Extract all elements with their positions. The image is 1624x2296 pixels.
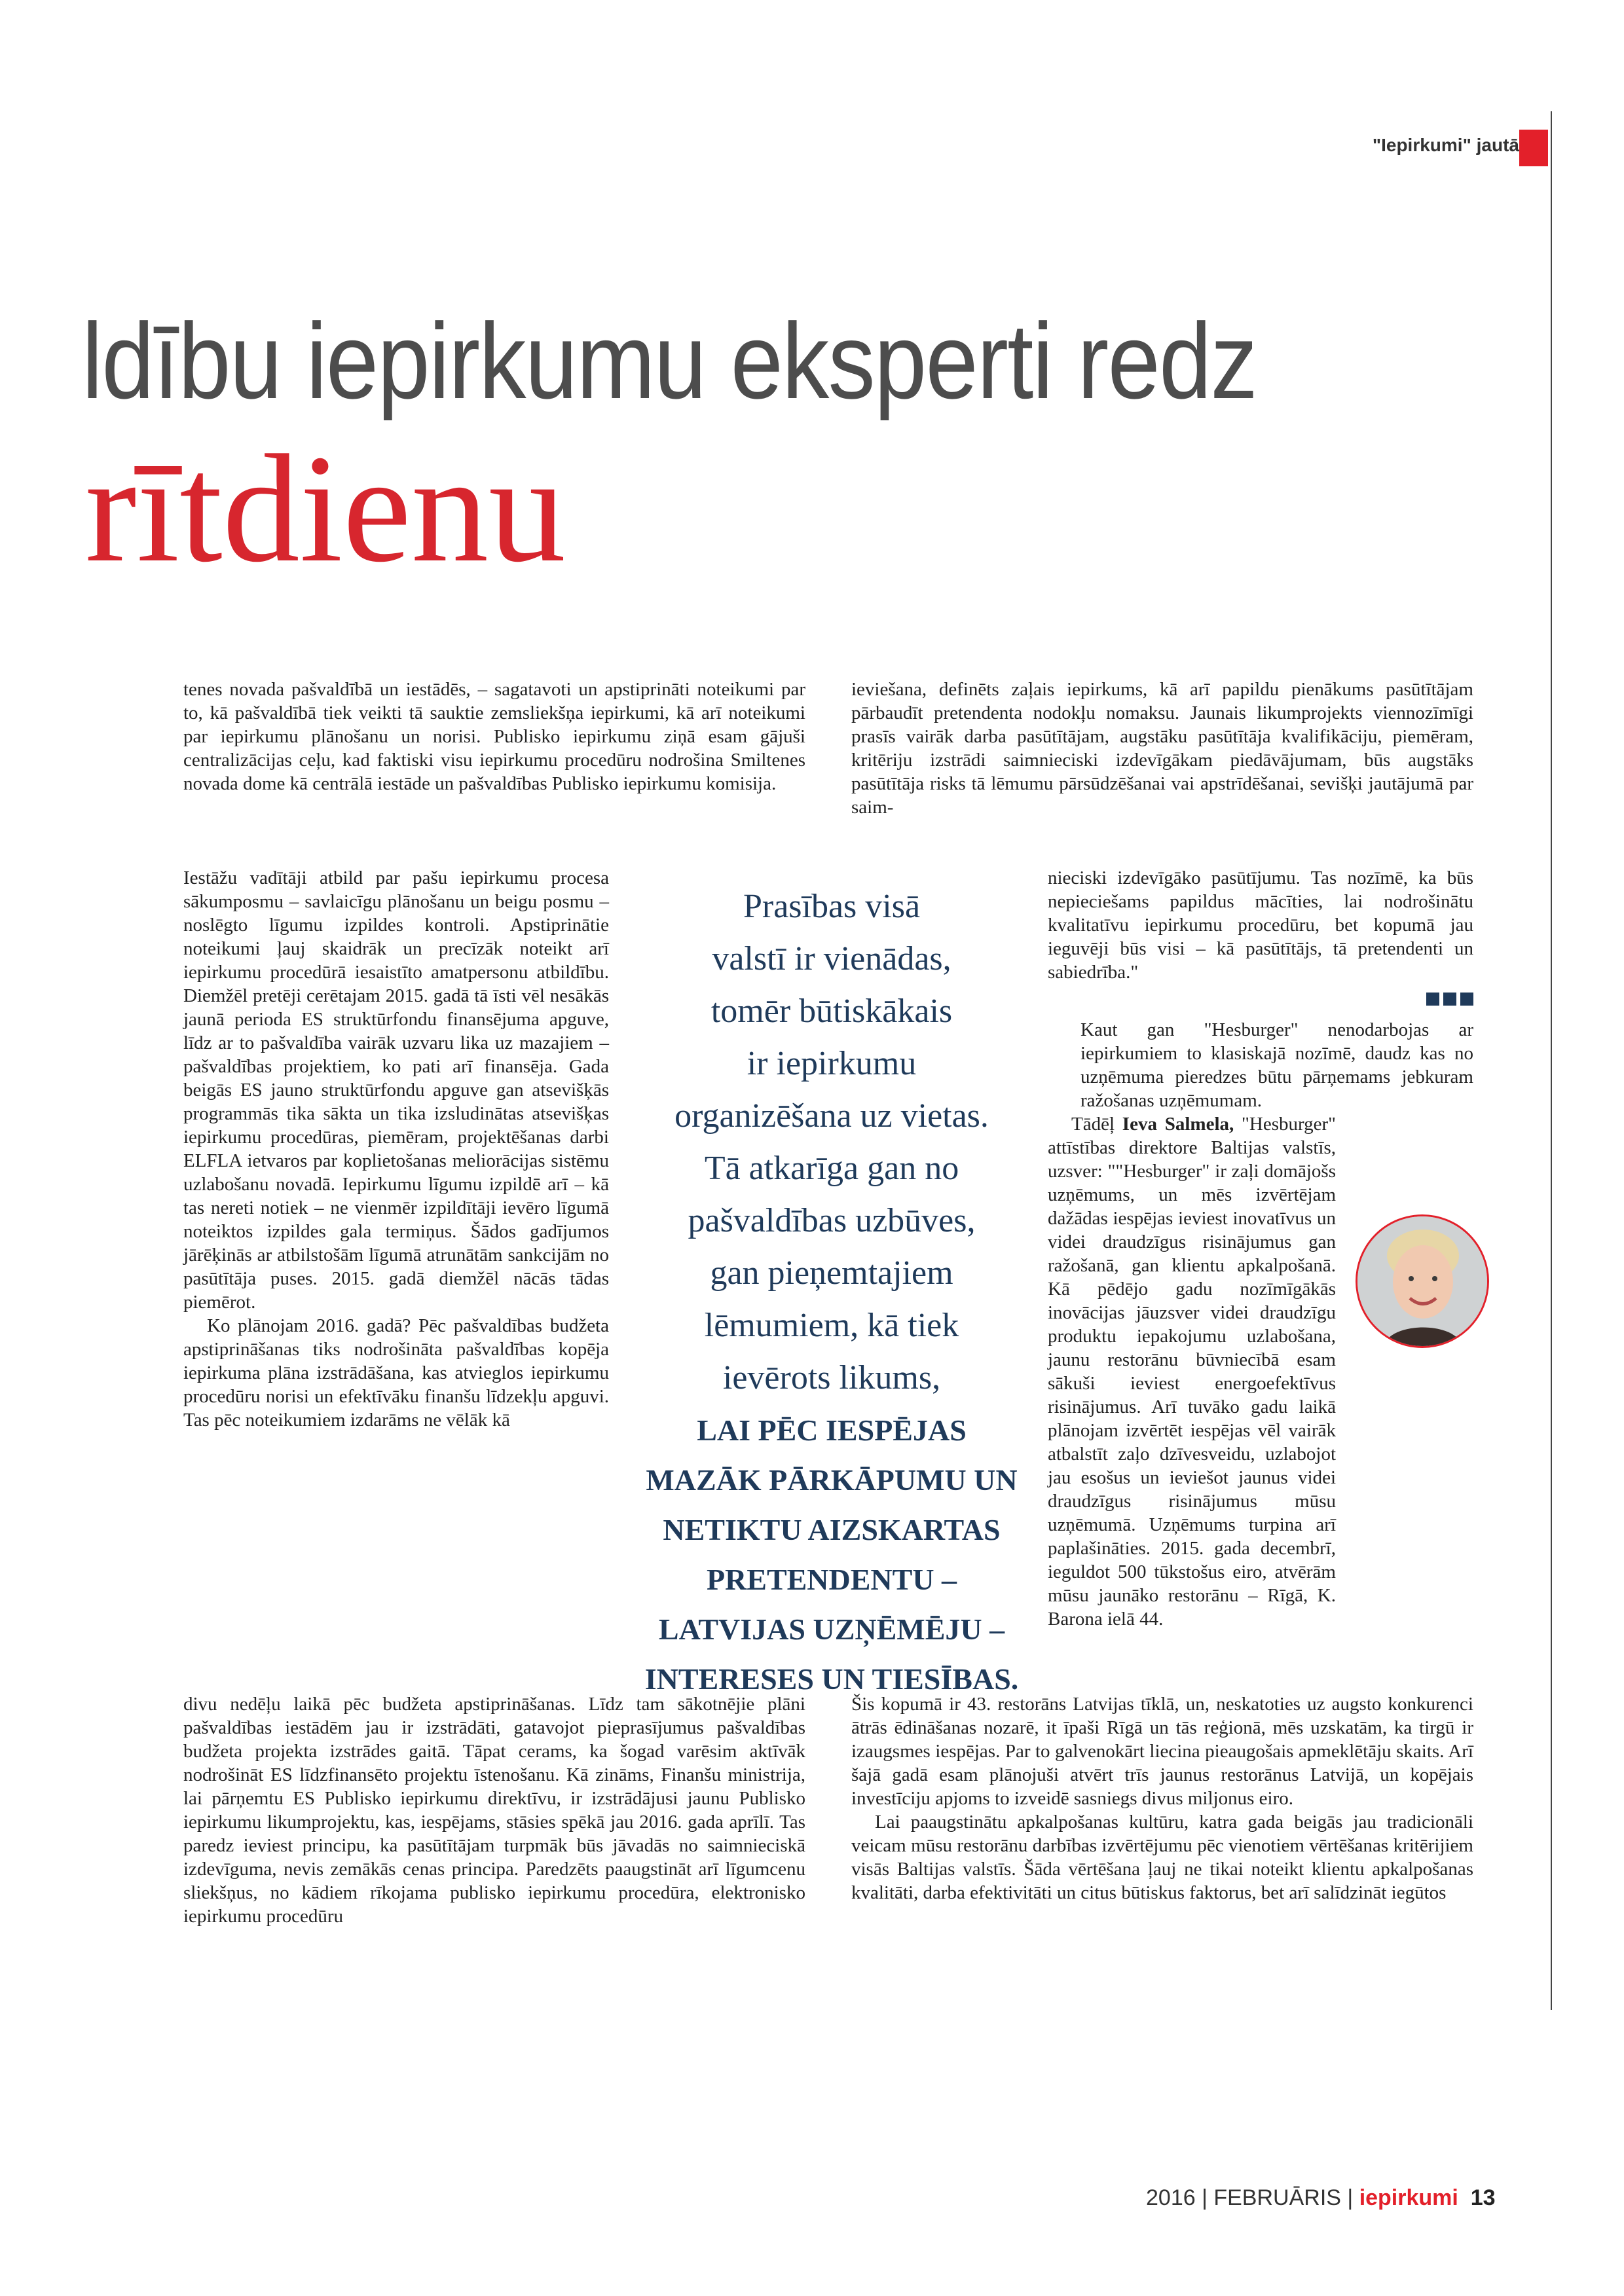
pull-quote-line: ir iepirkumu: [747, 1045, 917, 1082]
pull-quote-emphasis-line: MAZĀK PĀRKĀPUMU UN: [646, 1463, 1018, 1497]
pull-quote-line: valstī ir vienādas,: [712, 940, 951, 977]
page-number: 13: [1470, 2185, 1496, 2210]
page-footer: [1146, 2185, 1496, 2211]
section-label: "Iepirkumi" jautā: [1372, 135, 1519, 155]
paragraph: Lai paaugstinātu apkalpošanas kultūru, katra gada beigās jau tradicionāli veicam mūsu restorānu darbības izvērtējumu pēc vienotiem vērtēšanas kritērijiem visās Baltijas valstīs. Šāda vērtēšana ļauj ne tikai noteikt klientu apkalpošanas kvalitāti, darba efektivitāti un citus būtiskus faktorus, bet arī salīdzināt iegūtos: [851, 1812, 1473, 1903]
end-mark-square: [1426, 993, 1439, 1006]
pull-quote-line: ievērots likums,: [722, 1359, 941, 1396]
pull-quote-emphasis-line: INTERESES UN TIESĪBAS.: [644, 1662, 1019, 1696]
end-mark: [1048, 988, 1473, 1011]
headline-line-1: ldību iepirkumu eksperti redz: [82, 301, 1257, 421]
pull-quote-line: Tā atkarīga gan no: [704, 1150, 959, 1187]
margin-rule: [1551, 111, 1552, 2010]
end-mark-square: [1443, 993, 1456, 1006]
pull-quote-emphasis-line: LATVIJAS UZŅĒMĒJU –: [658, 1613, 1005, 1646]
pull-quote-line: gan pieņemtajiem: [710, 1254, 953, 1292]
interviewee-name: Ieva Salmela,: [1122, 1114, 1234, 1135]
paragraph: Kaut gan "Hesburger" nenodarbojas ar iepirkumiem to klasiskajā nozīmē, daudz kas no uzņēmuma pieredzes būtu pārņemams jebkuram ražošanas uzņēmumam.: [1080, 1019, 1473, 1111]
left-column-bottom: [183, 1692, 805, 1928]
paragraph: divu nedēļu laikā pēc budžeta apstiprināšanas. Līdz tam sākotnējie plāni pašvaldības iestādēm jau ir izstrādāti, gatavojot pieprasījumus pašvaldības budžeta projekta izstrādes gaitā. Tāpat cerams, ka šogad varēsim aktīvāk nodrošināt ES līdzfinansēto projektu īstenošanu. Kā zināms, Finanšu ministrija, lai pārņemtu ES Publisko iepirkumu direktīvu, ir izstrādājusi jaunu Publisko iepirkumu likumprojektu, kas, iespējams, stāsies spēkā jau 2016. gada aprīlī. Tas paredz ieviest principu, ka pasūtītājam turpmāk būs jāvadās no saimnieciskā izdevīguma, nevis zemākās cenas principa. Paredzēts paaugstināt arī līgumcenu sliekšņus, no kādiem rīkojama publisko iepirkumu procedūra, elektronisko iepirkumu procedūru: [183, 1694, 805, 1927]
pull-quote-emphasis-line: LAI PĒC IESPĒJAS: [697, 1413, 967, 1447]
right-column-bottom: [851, 1692, 1473, 1904]
portrait-illustration: [1357, 1216, 1487, 1346]
paragraph-prefix: Tādēļ: [1071, 1114, 1122, 1135]
paragraph: tenes novada pašvaldībā un iestādēs, – sagatavoti un apstiprināti noteikumi par to, kā pašvaldībā tiek veikti tā sauktie zemsliekšņa iepirkumi, kā arī noteikumi par iepirkumu plānošanu un norisi. Publisko iepirkumu ziņā esam gājuši centralizācijas ceļu, kad faktiski visu iepirkumu procedūru nodrošina Smiltenes novada dome kā centrālā iestāde un pašvaldības Publisko iepirkumu komisija.: [183, 679, 805, 794]
paragraph-text: "Hesburger" attīstības direktore Baltijas valstīs, uzsver: ""Hesburger" ir zaļi domājošs uzņēmums, un mēs izvērtējam dažādas iespējas ieviest inovatīvus un videi draudzīgus risinājumus gan ražošanā, gan klientu apkalpošanā. Kā pēdējo gadu nozīmīgākās inovācijas jāuzsver videi draudzīgu produktu iepakojumu uzlabošana, jaunu restorānu būvniecībā esam sākuši ieviest energoefektīvus risinājumus. Arī tuvāko gadu laikā plānojam izvērtēt iespējas vēl vairāk atbalstīt zaļo dzīvesveidu, uzlabojot jau esošus un ieviešot jaunus videi draudzīgus risinājumus mūsu uzņēmumā. Uzņēmums turpina arī paplašināties. 2015. gada decembrī, ieguldot 500 tūkstošus eiro, atvērām mūsu jaunāko restorānu – Rīgā, K. Barona ielā 44.: [1048, 1114, 1336, 1630]
end-mark-square: [1460, 993, 1473, 1006]
right-column-top: [851, 678, 1473, 819]
left-column-middle: [183, 866, 609, 1432]
paragraph: Iestāžu vadītāji atbild par pašu iepirkumu procesa sākumposmu – savlaicīgu plānošanu un beigu posmu – noslēgto līgumu izpildes kontroli. Apstiprinātie noteikumi ļauj skaidrāk un precīzāk noteikt arī iepirkumu procedūrā iesaistīto amatpersonu atbildību. Diemžēl pretēji cerētajam 2015. gadā tā īsti vēl nesākās jaunā perioda ES struktūrfondu finansējuma apguve, līdz ar to pašvaldība vairāk uzvaru lika uz mazajiem – pašvaldības projektiem, ko pati arī finansēja. Gada beigās ES jauno struktūrfondu apguve gan atsevišķās programmās tika sākta un tika izsludinātas atsevišķas iepirkumu procedūras, piemēram, projektēšanas darbi ELFLA ietvaros par koplietošanas meliorācijas sistēmu uzlabošanu novadā. Iepirkumu līgumu izpildē arī – kā tas nereti notiek – ne vienmēr izpildītāji ievēro līgumā noteiktos izpildes gala termiņus. Šādos gadījumos jārēķinās ar atbilstošām līgumā atrunātām sankcijām no pasūtītāja puses. 2015. gadā diemžēl nācās tādas piemērot.: [183, 867, 609, 1313]
paragraph: Šis kopumā ir 43. restorāns Latvijas tīklā, un, neskatoties uz augsto konkurenci ātrās ēdināšanas nozarē, it īpaši Rīgā un tās reģionā, mēs uzskatām, ka tirgū ir izaugsmes iespējas. Par to galvenokārt liecina pieaugošais apmeklētāju skaits. Arī šajā gadā esam plānojuši atvērt trīs jaunus restorānus Latvijā, un kopējais investīciju apjoms to izveidē sasniegs divus miljonus eiro.: [851, 1694, 1473, 1809]
headline-line-2: rītdienu: [85, 424, 566, 594]
pull-quote-line: organizēšana uz vietas.: [674, 1097, 989, 1135]
footer-brand: iepirkumi: [1359, 2185, 1458, 2210]
paragraph-text: nieciski izdevīgāko pasūtījumu. Tas nozīmē, ka būs nepieciešams papildus mācīties, lai nodrošinātu kvalitatīvu iepirkumu procedūru, bet kopumā jau ieguvēji būs visi – kā pasūtītājs, tā pretendenti un sabiedrība.": [1048, 867, 1473, 983]
pull-quote-line: Prasības visā: [743, 888, 921, 925]
pull-quote-emphasis-line: NETIKTU AIZSKARTAS: [663, 1513, 1001, 1546]
pull-quote-line: tomēr būtiskākais: [710, 993, 953, 1030]
pull-quote-emphasis-line: PRETENDENTU –: [706, 1563, 957, 1596]
pull-quote-line: pašvaldības uzbūves,: [688, 1202, 976, 1239]
portrait-photo: [1356, 1214, 1489, 1348]
paragraph: [1048, 1112, 1473, 1631]
paragraph: ieviešana, definēts zaļais iepirkums, kā arī papildu pienākums pasūtītājam pārbaudīt pretendenta nodokļu nomaksu. Jaunais likumprojekts viennozīmīgi prasīs vairāk darba pasūtītājam, augstāku pasūtītāja kvalifikāciju, piemēram, kritēriju izstrādi saimnieciski izdevīgākam piedāvājumam, būs augstāks pasūtītāja risks tā lēmumu pārsūdzēšanai vai apstrīdēšanai, sevišķi jautājumā par saim-: [851, 679, 1473, 818]
footer-issue: 2016 | FEBRUĀRIS |: [1146, 2185, 1359, 2210]
paragraph: Ko plānojam 2016. gadā? Pēc pašvaldības budžeta apstiprināšanas tiks nodrošināta pašvaldības kopēja iepirkuma plāna izstrādāšana, kas atvieglos iepirkumu procedūru norisi un efektīvāku finanšu līdzekļu apguvi. Tas pēc noteikumiem izdarāms ne vēlāk kā: [183, 1315, 609, 1430]
paragraph: [1048, 866, 1473, 984]
left-column-top: [183, 678, 805, 795]
section-color-tab: [1519, 130, 1548, 166]
pull-quote-line: lēmumiem, kā tiek: [704, 1307, 959, 1344]
pull-quote: [629, 881, 1035, 1703]
